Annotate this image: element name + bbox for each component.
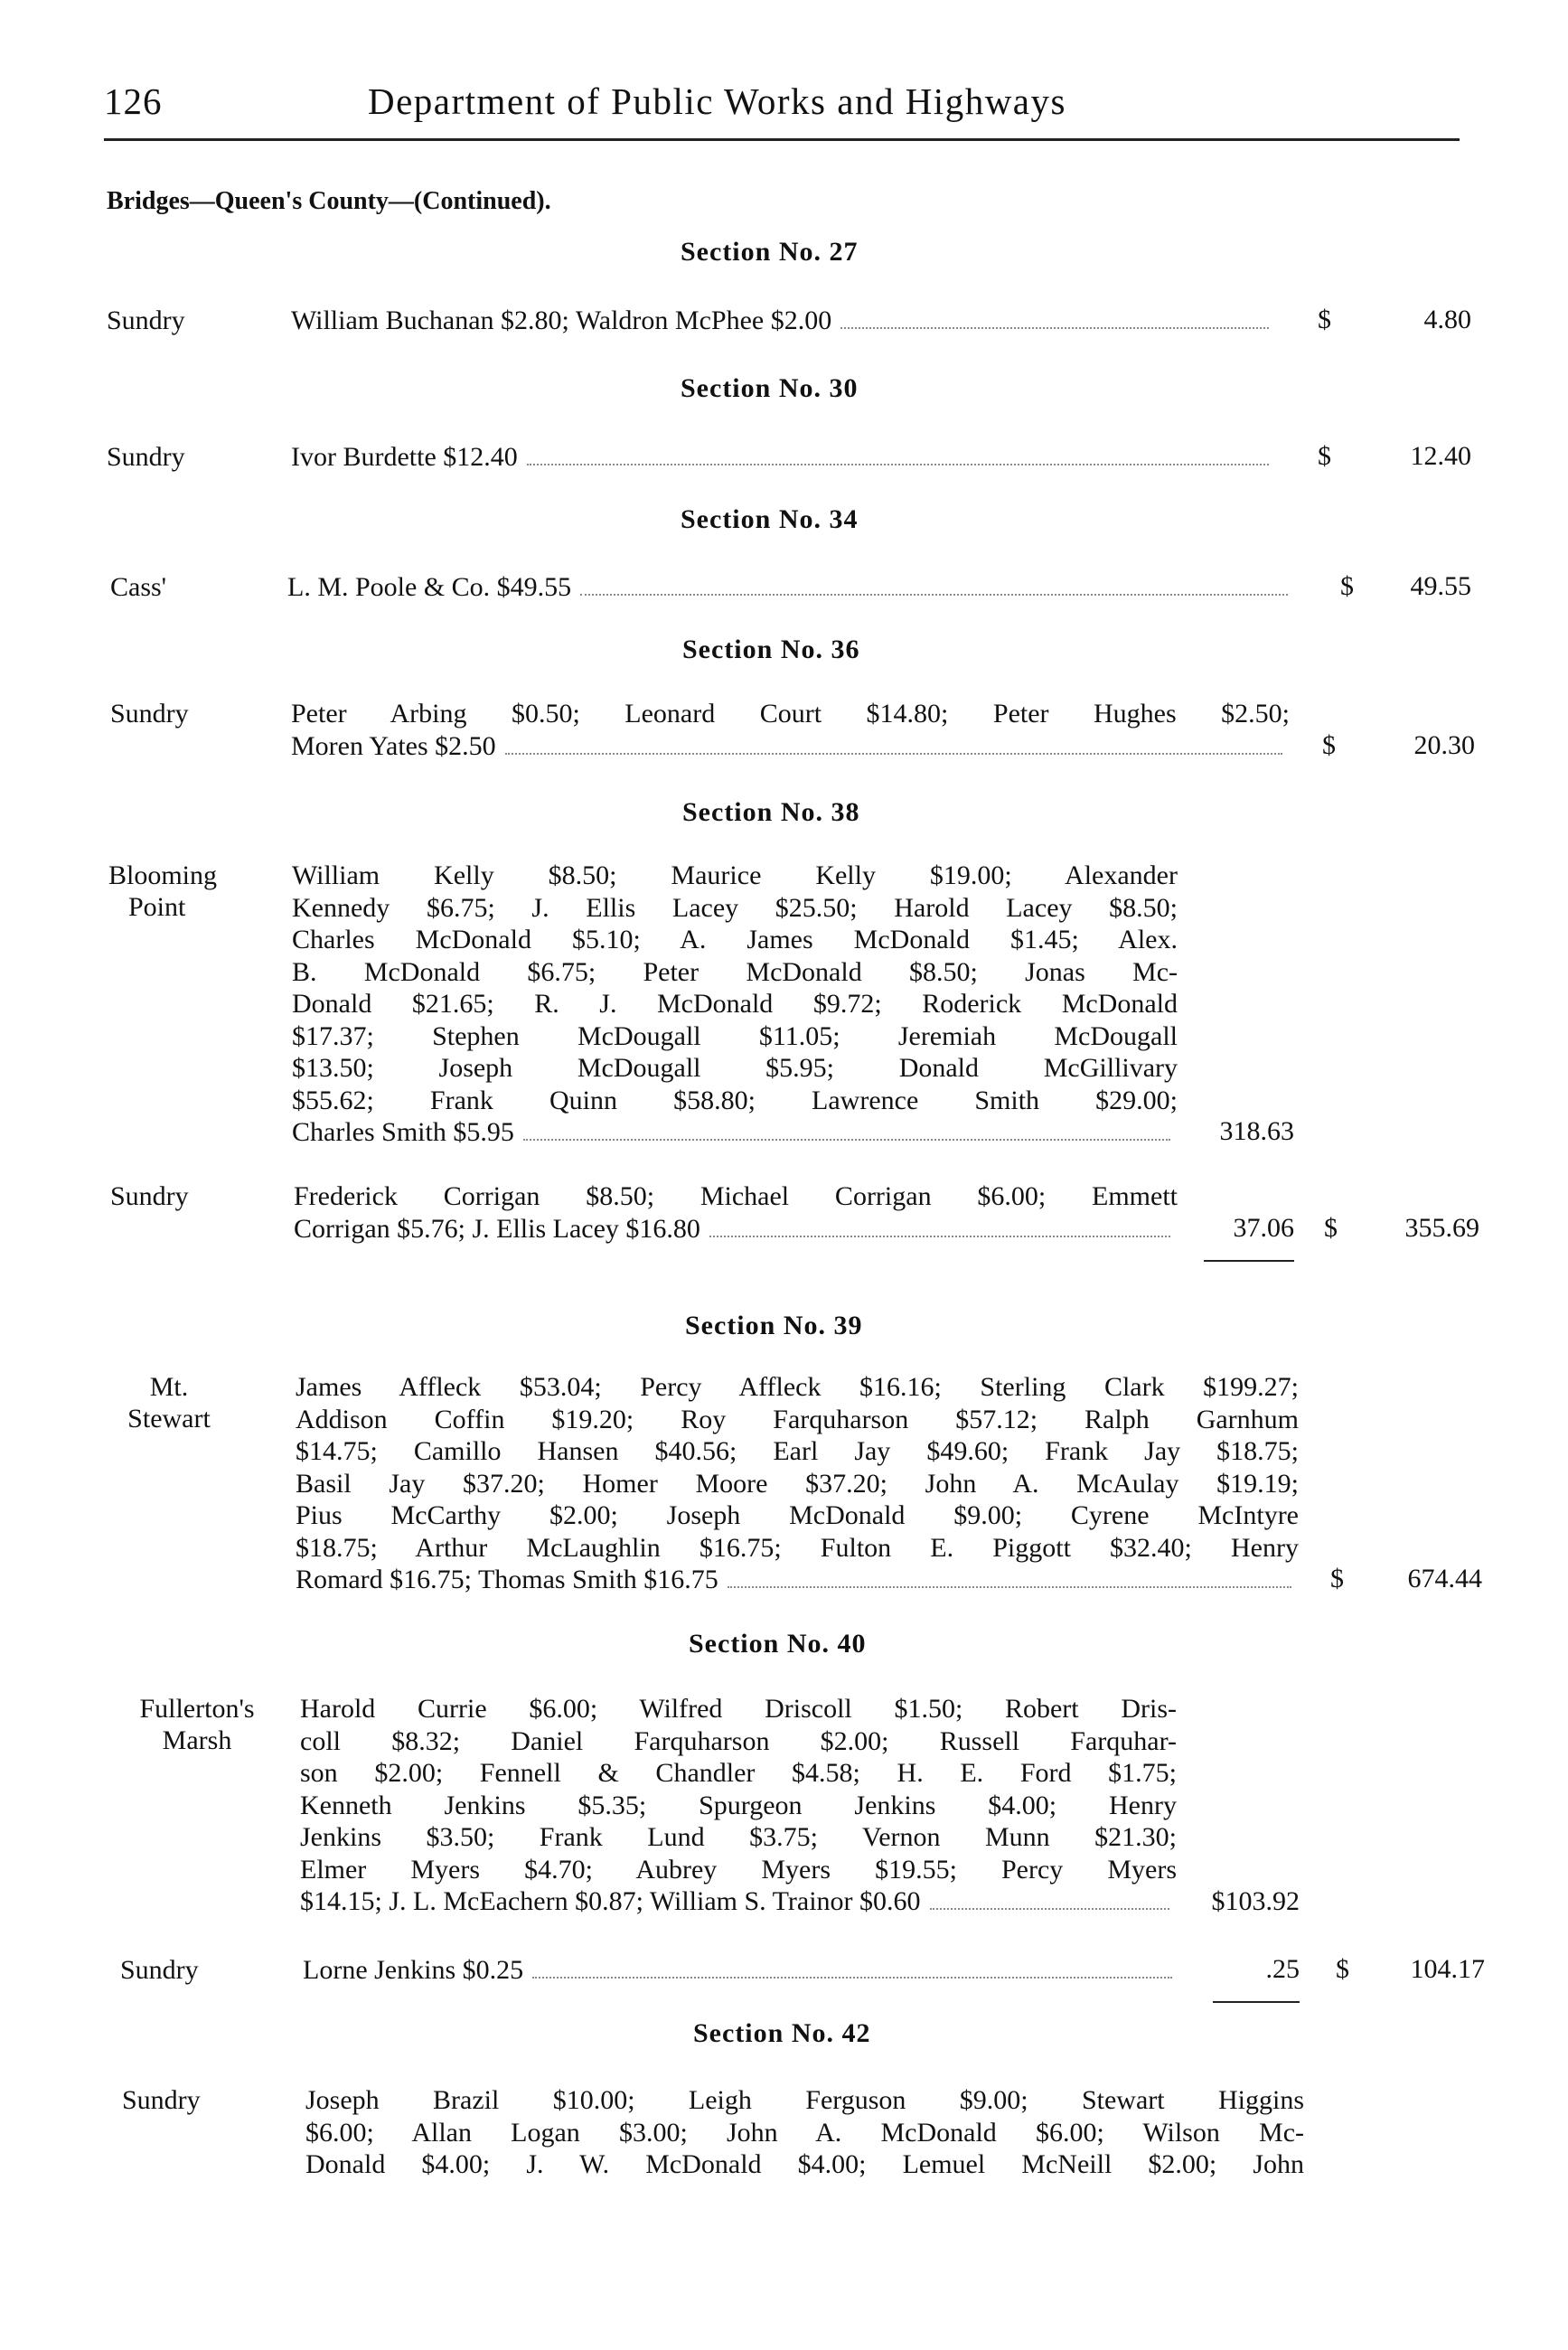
entry-place	[108, 860, 217, 923]
dot-leader	[523, 1139, 1170, 1141]
names-text: Corrigan $5.76; J. Ellis Lacey $16.80	[294, 1213, 700, 1244]
section-total: 104.17	[1410, 1954, 1485, 1984]
names-line: Charles McDonald $5.10; A. James McDonald $1.45; Alex.	[292, 925, 1178, 954]
entry-names	[296, 1371, 1299, 1596]
entry-names	[291, 305, 1276, 337]
section-heading: Section No. 30	[681, 373, 859, 403]
dot-leader	[580, 594, 1288, 596]
entry-place: Sundry	[110, 699, 189, 728]
section-heading: Section No. 42	[693, 2018, 871, 2048]
section-total: 674.44	[1407, 1564, 1482, 1593]
subtotal-amount: 318.63	[1219, 1116, 1294, 1146]
entry-place: Sundry	[107, 442, 185, 472]
names-line	[294, 1213, 1178, 1246]
entry-place: Sundry	[110, 1181, 189, 1211]
names-line: Joseph Brazil $10.00; Leigh Ferguson $9.00; Stewart Higgins	[305, 2085, 1304, 2115]
dot-leader	[840, 327, 1269, 329]
names-text: L. M. Poole & Co. $49.55	[287, 572, 572, 602]
subtotal-amount: 37.06	[1233, 1213, 1294, 1243]
dot-leader	[728, 1586, 1291, 1588]
dot-leader	[930, 1908, 1169, 1910]
place-line: Mt.	[149, 1372, 189, 1402]
dollar-sign: $	[1340, 571, 1354, 601]
dot-leader	[709, 1236, 1170, 1237]
names-line: $55.62; Frank Quinn $58.80; Lawrence Smith $29.00;	[292, 1085, 1178, 1115]
names-text: William Buchanan $2.80; Waldron McPhee $2.00	[291, 306, 832, 335]
names-text: Charles Smith $5.95	[292, 1117, 514, 1147]
names-line: $13.50; Joseph McDougall $5.95; Donald McGillivary	[292, 1053, 1178, 1083]
section-heading: Section No. 40	[689, 1629, 867, 1659]
names-line: Donald $21.65; R. J. McDonald $9.72; Roderick McDonald	[292, 989, 1178, 1019]
section-total: 4.80	[1423, 305, 1471, 334]
names-line	[291, 441, 1276, 474]
names-line: Jenkins $3.50; Frank Lund $3.75; Vernon Munn $21.30;	[300, 1822, 1177, 1852]
dot-leader	[532, 1977, 1172, 1979]
section-total: 49.55	[1410, 571, 1471, 601]
names-line	[291, 305, 1276, 337]
entry-names	[294, 1180, 1178, 1245]
section-total: 12.40	[1410, 441, 1471, 471]
running-title: Department of Public Works and Highways	[368, 80, 1066, 122]
names-line: coll $8.32; Daniel Farquharson $2.00; Russell Farquhar-	[300, 1725, 1177, 1756]
dollar-sign: $	[1318, 305, 1331, 334]
names-line	[287, 571, 1295, 604]
names-text: $14.15; J. L. McEachern $0.87; William S. Trainor $0.60	[300, 1886, 921, 1916]
subtotal-amount: .25	[1265, 1954, 1300, 1984]
entry-place: Sundry	[122, 2085, 201, 2115]
dot-leader	[527, 464, 1269, 465]
entry-names	[305, 2084, 1304, 2181]
dollar-sign: $	[1318, 441, 1331, 471]
names-line: James Affleck $53.04; Percy Affleck $16.16; Sterling Clark $199.27;	[296, 1372, 1299, 1402]
subtotal-amount: $103.92	[1211, 1886, 1300, 1916]
names-line: $17.37; Stephen McDougall $11.05; Jeremiah McDougall	[292, 1020, 1178, 1051]
names-text: Ivor Burdette $12.40	[291, 442, 518, 472]
names-line: Donald $4.00; J. W. McDonald $4.00; Lemuel McNeill $2.00; John	[305, 2149, 1304, 2179]
names-line: $14.75; Camillo Hansen $40.56; Earl Jay $49.60; Frank Jay $18.75;	[296, 1436, 1299, 1466]
subtotal-rule	[1213, 2001, 1300, 2003]
names-line: Addison Coffin $19.20; Roy Farquharson $57.12; Ralph Garnhum	[296, 1404, 1299, 1434]
names-line: Peter Arbing $0.50; Leonard Court $14.80; Peter Hughes $2.50;	[291, 699, 1290, 728]
dollar-sign: $	[1324, 1213, 1338, 1243]
names-line	[300, 1885, 1177, 1918]
section-total: 355.69	[1404, 1213, 1479, 1243]
section-heading: Section No. 36	[682, 634, 860, 664]
names-line: Kenneth Jenkins $5.35; Spurgeon Jenkins $4.00; Henry	[300, 1790, 1177, 1820]
names-line: William Kelly $8.50; Maurice Kelly $19.00; Alexander	[292, 860, 1178, 890]
dollar-sign: $	[1330, 1564, 1344, 1593]
names-line: Basil Jay $37.20; Homer Moore $37.20; John A. McAulay $19.19;	[296, 1468, 1299, 1499]
place-line: Marsh	[162, 1725, 232, 1755]
dollar-sign: $	[1322, 730, 1336, 760]
dot-leader	[505, 753, 1282, 755]
entry-place	[110, 1371, 228, 1434]
names-line	[303, 1954, 1179, 1987]
names-line: $6.00; Allan Logan $3.00; John A. McDonald $6.00; Wilson Mc-	[305, 2117, 1304, 2148]
header-rule	[104, 138, 1460, 141]
dollar-sign: $	[1336, 1954, 1349, 1984]
entry-place: Cass'	[110, 572, 167, 602]
section-heading: Section No. 34	[681, 504, 859, 534]
names-line: Harold Currie $6.00; Wilfred Driscoll $1.50; Robert Dris-	[300, 1694, 1177, 1724]
entry-names	[300, 1693, 1177, 1918]
section-total: 20.30	[1413, 730, 1475, 760]
page-number: 126	[104, 80, 163, 122]
page-header	[104, 80, 1455, 139]
names-line: son $2.00; Fennell & Chandler $4.58; H. E. Ford $1.75;	[300, 1758, 1177, 1788]
names-text: Romard $16.75; Thomas Smith $16.75	[296, 1565, 718, 1594]
names-line: Frederick Corrigan $8.50; Michael Corrigan $6.00; Emmett	[294, 1181, 1178, 1211]
place-line: Blooming	[108, 860, 218, 890]
entry-names	[291, 441, 1276, 474]
entry-names	[291, 698, 1290, 762]
entry-place: Sundry	[120, 1955, 199, 1985]
subtotal-rule	[1204, 1260, 1294, 1262]
section-heading: Section No. 39	[685, 1311, 863, 1340]
entry-names	[287, 571, 1295, 604]
names-line	[292, 1116, 1178, 1149]
names-line	[296, 1564, 1299, 1596]
section-heading: Section No. 38	[682, 797, 860, 827]
names-text: Lorne Jenkins $0.25	[303, 1955, 524, 1985]
names-line: $18.75; Arthur McLaughlin $16.75; Fulton E. Piggott $32.40; Henry	[296, 1532, 1299, 1563]
continued-heading: Bridges—Queen's County—(Continued).	[107, 187, 551, 215]
names-line	[291, 730, 1290, 763]
entry-place	[116, 1693, 278, 1756]
names-line: B. McDonald $6.75; Peter McDonald $8.50; Jonas Mc-	[292, 956, 1178, 987]
entry-names	[292, 860, 1178, 1149]
names-line: Kennedy $6.75; J. Ellis Lacey $25.50; Harold Lacey $8.50;	[292, 892, 1178, 923]
place-line: Fullerton's	[139, 1694, 255, 1724]
names-line: Pius McCarthy $2.00; Joseph McDonald $9.00; Cyrene McIntyre	[296, 1500, 1299, 1530]
section-heading: Section No. 27	[681, 237, 859, 267]
names-line: Elmer Myers $4.70; Aubrey Myers $19.55; Percy Myers	[300, 1854, 1177, 1885]
place-line: Point	[128, 892, 186, 922]
entry-place: Sundry	[107, 306, 185, 335]
names-text: Moren Yates $2.50	[291, 730, 496, 761]
place-line: Stewart	[127, 1404, 211, 1434]
entry-names	[303, 1954, 1179, 1987]
